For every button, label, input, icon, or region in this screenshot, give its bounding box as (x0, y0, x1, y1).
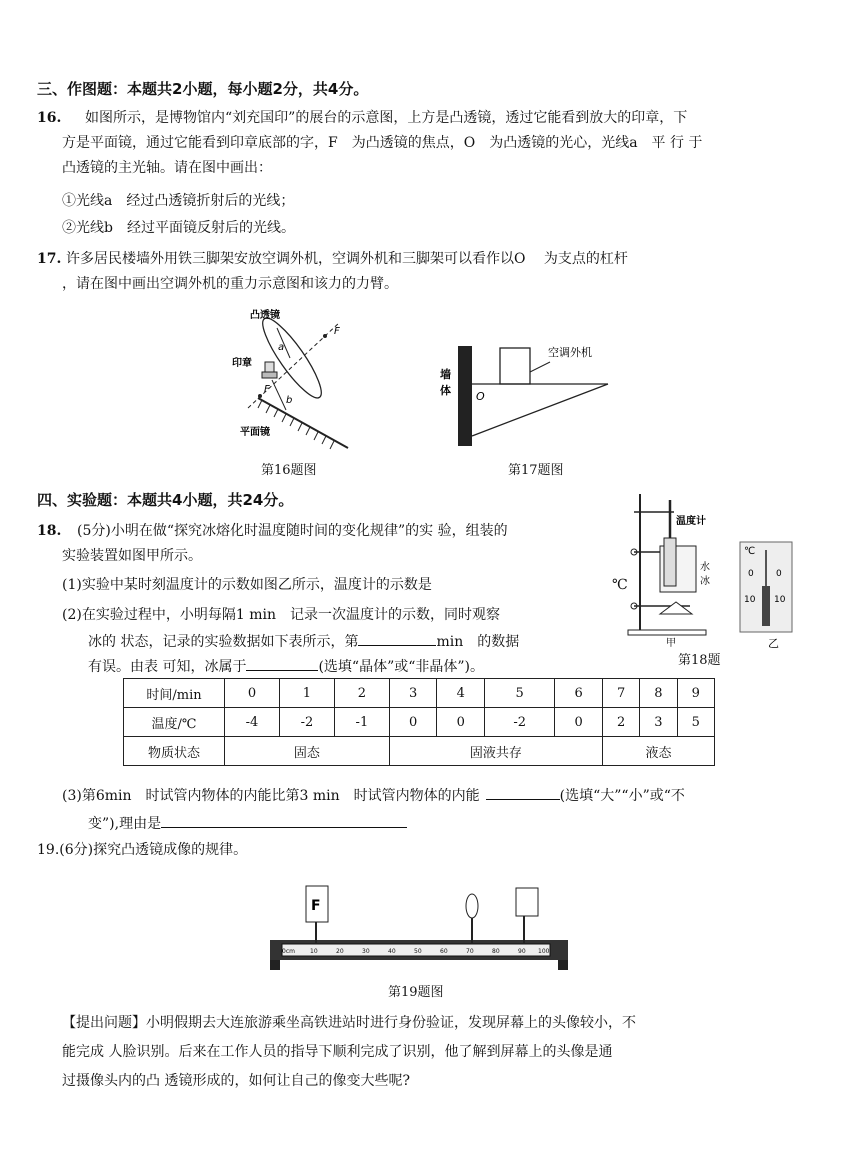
question-18-part-3-line-1b: (选填“大”“小”或“不 (559, 788, 685, 804)
ruler-tick: 0cm (282, 948, 295, 955)
question-19-problem-line-1 (62, 1013, 636, 1033)
table-cell-temperature: 0 (555, 708, 603, 737)
tick-10-right: 10 (774, 595, 786, 605)
figure-19-diagram (266, 878, 572, 972)
label-thermometer: 温度计 (676, 516, 706, 527)
table-cell-time: 6 (555, 679, 603, 708)
label-focus-F-upper: F (334, 326, 340, 337)
table-cell-time: 0 (225, 679, 280, 708)
question-18-part-1-unit: ℃ (612, 577, 628, 593)
question-19-problem-tag: 【提出问题】 (62, 1015, 146, 1031)
screen (516, 888, 538, 916)
question-18-part-3-line-2 (88, 813, 407, 834)
label-convex-lens: 凸透镜 (250, 310, 280, 321)
ruler-tick: 40 (388, 948, 396, 955)
alcohol-lamp (660, 602, 692, 614)
table-cell-state: 液态 (602, 737, 714, 766)
table-cell-time: 8 (640, 679, 677, 708)
label-ray-b: b (286, 395, 293, 406)
tick-0-right: 0 (776, 569, 782, 579)
table-row-time (124, 679, 715, 708)
question-19-problem-line-3: 过摄像头内的凸 透镜形成的，如何让自己的像变大些呢? (62, 1073, 410, 1089)
label-ray-a: a (278, 342, 285, 353)
test-tube (664, 538, 676, 586)
question-19-problem-line-2: 能完成 人脸识别。后来在工作人员的指导下顺利完成了识别，他了解到屏幕上的头像是通 (62, 1044, 613, 1060)
air-conditioner-unit (500, 348, 530, 384)
label-jia: 甲 (666, 638, 676, 649)
seal-base (262, 372, 277, 378)
ruler-tick: 100 (538, 948, 550, 955)
question-16-number: 16. (37, 110, 62, 126)
tick-10-left: 10 (744, 595, 756, 605)
tick-0-left: 0 (748, 569, 754, 579)
figure-17-diagram (432, 340, 622, 450)
label-ice: 冰 (700, 576, 710, 587)
question-16-line-3: 凸透镜的主光轴。请在图中画出： (62, 160, 272, 176)
table-cell-temperature: -4 (225, 708, 280, 737)
table-cell-time: 9 (677, 679, 714, 708)
question-18-part-3-line-1 (62, 785, 685, 806)
label-seal: 印章 (232, 358, 252, 369)
label-air-conditioner: 空调外机 (548, 346, 592, 359)
table-cell-temperature: 0 (389, 708, 437, 737)
seal-top (265, 362, 274, 372)
table-cell-temperature: 0 (437, 708, 485, 737)
answer-blank-crystal-type[interactable] (246, 656, 318, 671)
question-18-part-2-line-3 (88, 656, 484, 677)
label-water: 水 (700, 562, 710, 573)
table-cell-state: 固态 (225, 737, 390, 766)
table-header-temperature: 温度/℃ (124, 708, 225, 737)
answer-blank-internal-energy[interactable] (486, 785, 560, 800)
label-yi: 乙 (768, 637, 779, 650)
table-header-state: 物质状态 (124, 737, 225, 766)
question-17-line-1: 许多居民楼墙外用铁三脚架安放空调外机，空调外机和三脚架可以看作以O 为支点的杠杆 (66, 251, 628, 267)
label-pivot-O: O (476, 390, 485, 403)
table-cell-time: 2 (334, 679, 389, 708)
table-header-time: 时间/min (124, 679, 225, 708)
question-18-line-1: (5分)小明在做“探究冰熔化时温度随时间的变化规律”的实 验，组装的 (77, 523, 508, 539)
answer-blank-reason[interactable] (161, 813, 407, 828)
label-F-source: F (311, 898, 321, 914)
question-18-part-1: (1)实验中某时刻温度计的示数如图乙所示，温度计的示数是 (62, 577, 432, 593)
wall (458, 346, 472, 446)
question-16-item-1: ①光线a 经过凸透镜折射后的光线； (62, 193, 295, 209)
question-16-line-1: 如图所示，是博物馆内“刘充国印”的展台的示意图，上方是凸透镜，透过它能看到放大的印章，下 (85, 110, 688, 126)
mercury-column (762, 586, 770, 626)
ray-b (272, 380, 286, 410)
question-18-part-2-line-3a: 有误。由表 可知，冰属于 (88, 659, 247, 675)
plane-mirror (258, 398, 348, 448)
figure-18-diagram (620, 490, 820, 650)
table-cell-temperature: -2 (485, 708, 555, 737)
figure-16-diagram (230, 300, 360, 450)
table-cell-time: 3 (389, 679, 437, 708)
ruler-tick: 20 (336, 948, 344, 955)
question-18-line-2: 实验装置如图甲所示。 (62, 548, 202, 564)
bracket-diagonal (472, 384, 608, 436)
ruler-tick: 70 (466, 948, 474, 955)
question-18-part-3-line-2-text: 变”),理由是 (88, 816, 162, 832)
ruler-tick: 50 (414, 948, 422, 955)
ruler-tick: 80 (492, 948, 500, 955)
table-cell-temperature: -1 (334, 708, 389, 737)
figure-17-caption: 第17题图 (508, 463, 564, 478)
ruler-tick: 30 (362, 948, 370, 955)
stand-base (628, 630, 706, 635)
table-cell-temperature: -2 (279, 708, 334, 737)
table-row-temperature (124, 708, 715, 737)
question-18-part-2-line-2b: min 的数据 (436, 634, 520, 650)
question-18-part-2-line-2 (88, 631, 519, 652)
table-cell-time: 4 (437, 679, 485, 708)
table-cell-time: 1 (279, 679, 334, 708)
table-row-state (124, 737, 715, 766)
label-focus-F-lower: F (264, 384, 270, 395)
table-cell-time: 7 (602, 679, 639, 708)
question-18-part-2-line-1: (2)在实验过程中，小明每隔1 min 记录一次温度计的示数，同时观察 (62, 607, 500, 623)
figure-16-caption: 第16题图 (261, 463, 317, 478)
label-celsius-unit: ℃ (744, 546, 756, 557)
figure-18-caption: 第18题 (678, 653, 721, 668)
answer-blank-wrong-minute[interactable] (358, 631, 436, 646)
ruler-tick: 60 (440, 948, 448, 955)
focus-point-lower (258, 394, 262, 398)
table-cell-temperature: 3 (640, 708, 677, 737)
data-table (123, 678, 715, 766)
table-cell-state: 固液共存 (389, 737, 602, 766)
question-19-line-1: 19.(6分)探究凸透镜成像的规律。 (37, 842, 248, 858)
question-17-number: 17. (37, 251, 62, 267)
question-18-number: 18. (37, 523, 62, 539)
figure-19-caption: 第19题图 (388, 985, 444, 1000)
question-17-line-2: ，请在图中画出空调外机的重力示意图和该力的力臂。 (62, 276, 398, 292)
focus-point-upper (323, 334, 327, 338)
convex-lens-on-bench (466, 894, 478, 918)
question-16-line-2: 方是平面镜，通过它能看到印章底部的字，F 为凸透镜的焦点，O 为凸透镜的光心，光线a 平 行 于 (62, 135, 703, 151)
question-19-problem-text-1: 小明假期去大连旅游乘坐高铁进站时进行身份验证，发现屏幕上的头像较小，不 (146, 1015, 636, 1031)
question-18-part-3-line-1a: (3)第6min 时试管内物体的内能比第3 min 时试管内物体的内能 (62, 788, 480, 804)
table-cell-temperature: 5 (677, 708, 714, 737)
question-16-item-2: ②光线b 经过平面镜反射后的光线。 (62, 220, 295, 236)
ruler-tick: 90 (518, 948, 526, 955)
table-cell-temperature: 2 (602, 708, 639, 737)
question-18-part-2-line-2a: 冰的 状态，记录的实验数据如下表所示，第 (88, 634, 359, 650)
label-plane-mirror: 平面镜 (240, 427, 270, 438)
label-wall-1: 墙 (440, 368, 451, 381)
question-18-part-2-line-3b: (选填“晶体”或“非晶体”)。 (318, 659, 485, 675)
label-wall-2: 体 (440, 384, 451, 397)
section-4-heading: 四、实验题：本题共4小题，共24分。 (37, 491, 294, 509)
table-cell-time: 5 (485, 679, 555, 708)
ruler-tick: 10 (310, 948, 318, 955)
section-3-heading: 三、作图题：本题共2小题，每小题2分，共4分。 (37, 80, 369, 98)
